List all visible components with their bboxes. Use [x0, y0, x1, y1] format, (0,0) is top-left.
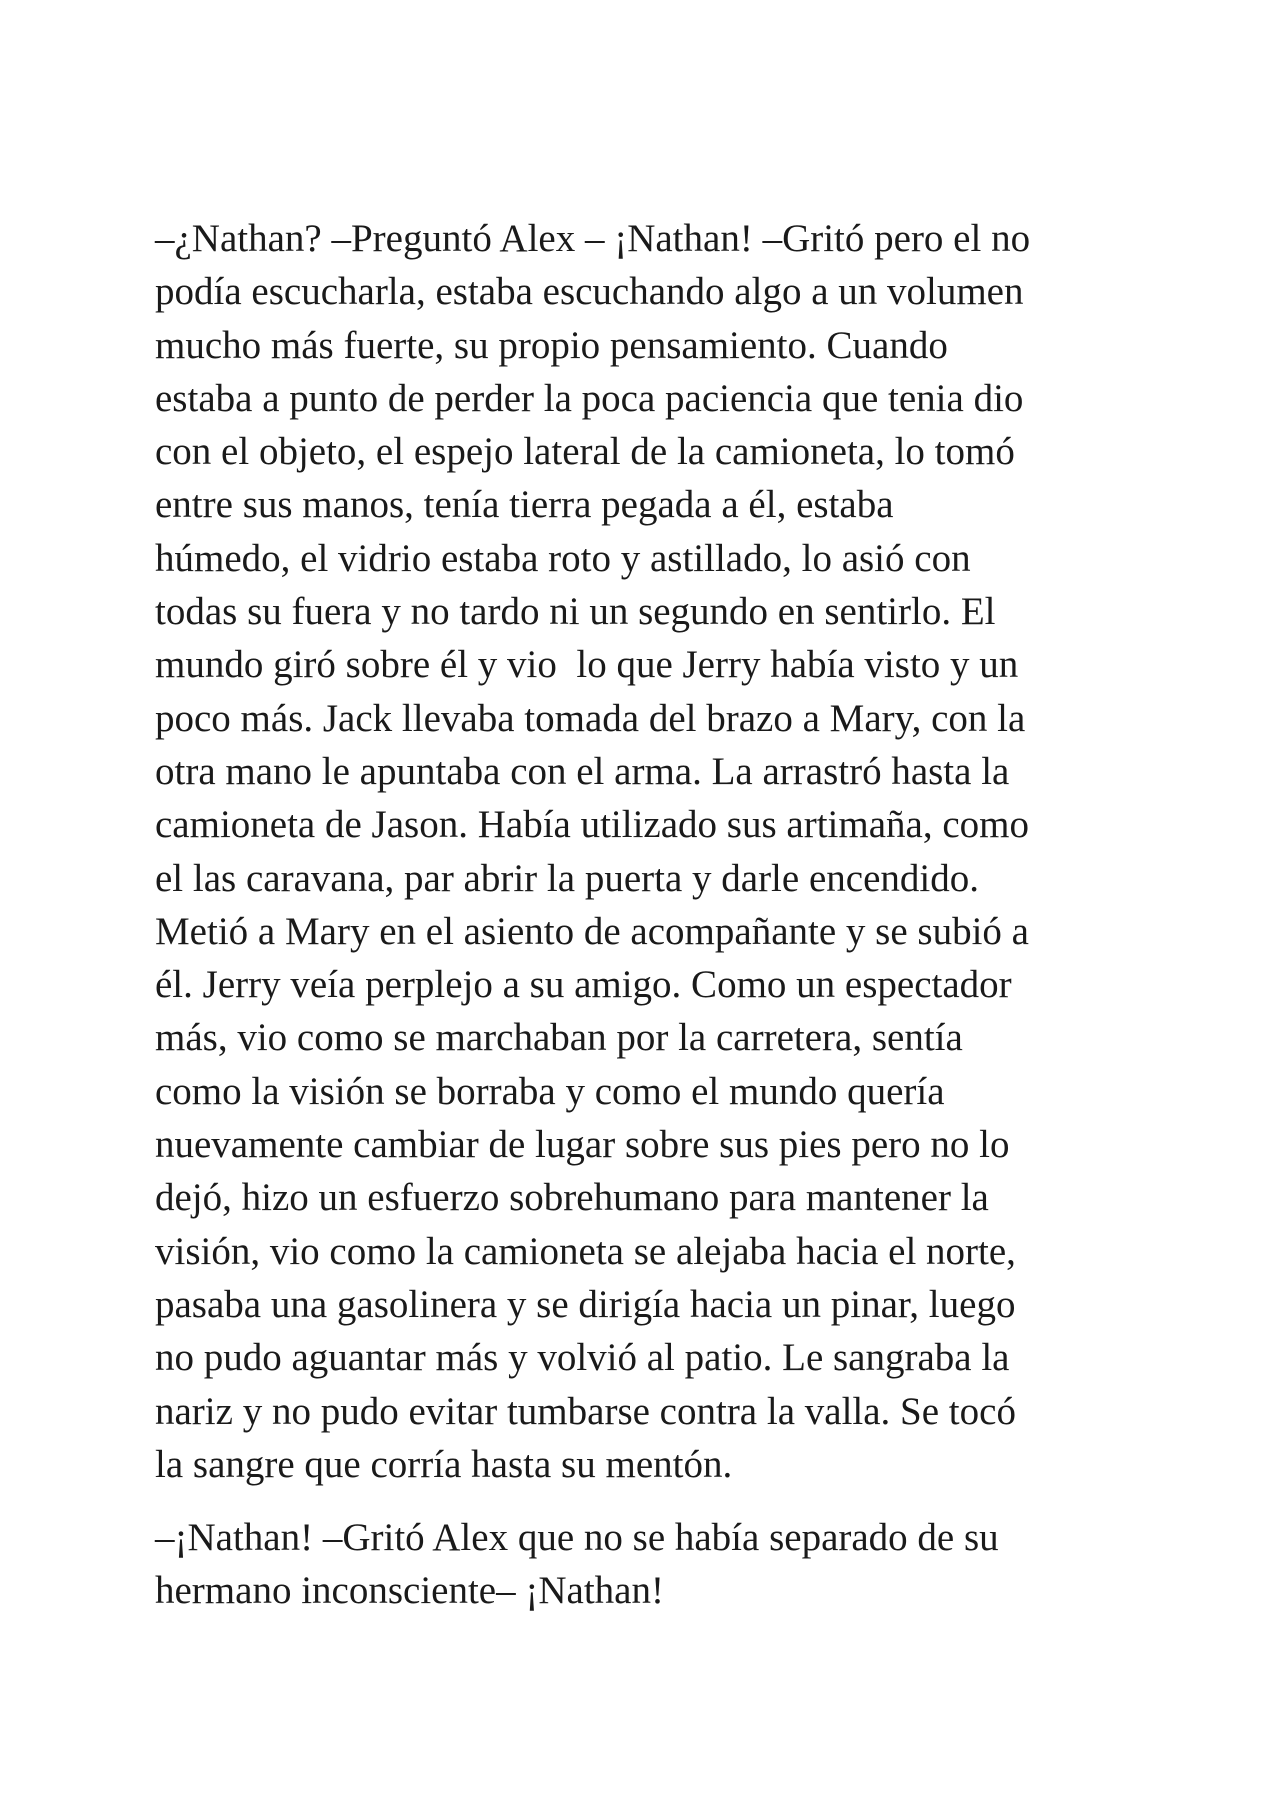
text-line: visión, vio como la camioneta se alejaba hacia el norte,: [155, 1229, 1016, 1273]
text-line: más, vio como se marchaban por la carretera, sentía: [155, 1016, 963, 1060]
paragraph-spacer: [155, 1491, 1130, 1511]
text-line: pasaba una gasolinera y se dirigía hacia un pinar, luego: [155, 1282, 1016, 1326]
text-line: –¡Nathan! –Gritó Alex que no se había separado de su: [155, 1516, 999, 1560]
text-line: otra mano le apuntaba con el arma. La arrastró hasta la: [155, 749, 1010, 793]
text-line: con el objeto, el espejo lateral de la camioneta, lo tomó: [155, 430, 1015, 474]
text-line: camioneta de Jason. Había utilizado sus artimaña, como: [155, 803, 1029, 847]
text-line: nuevamente cambiar de lugar sobre sus pies pero no lo: [155, 1123, 1010, 1167]
text-line: hermano inconsciente– ¡Nathan!: [155, 1569, 664, 1613]
text-line: nariz y no pudo evitar tumbarse contra la valla. Se tocó: [155, 1389, 1016, 1433]
text-line: el las caravana, par abrir la puerta y darle encendido.: [155, 856, 979, 900]
paragraph-1: [155, 212, 1130, 1491]
text-line: entre sus manos, tenía tierra pegada a él, estaba: [155, 483, 894, 527]
paragraph-2: [155, 1511, 1130, 1618]
text-line: podía escucharla, estaba escuchando algo a un volumen: [155, 270, 1024, 314]
text-line: no pudo aguantar más y volvió al patio. Le sangraba la: [155, 1336, 1010, 1380]
text-line: húmedo, el vidrio estaba roto y astillado, lo asió con: [155, 536, 971, 580]
text-line: como la visión se borraba y como el mundo quería: [155, 1069, 945, 1113]
text-line: mundo giró sobre él y vio lo que Jerry había visto y un: [155, 643, 1019, 687]
text-line: todas su fuera y no tardo ni un segundo en sentirlo. El: [155, 590, 996, 634]
text-line: Metió a Mary en el asiento de acompañante y se subió a: [155, 909, 1029, 953]
text-line: él. Jerry veía perplejo a su amigo. Como un espectador: [155, 963, 1012, 1007]
document-page: [155, 212, 1130, 1618]
text-line: dejó, hizo un esfuerzo sobrehumano para mantener la: [155, 1176, 989, 1220]
text-line: estaba a punto de perder la poca paciencia que tenia dio: [155, 376, 1024, 420]
text-line: mucho más fuerte, su propio pensamiento. Cuando: [155, 323, 948, 367]
text-line: –¿Nathan? –Preguntó Alex – ¡Nathan! –Gritó pero el no: [155, 217, 1031, 260]
text-line: poco más. Jack llevaba tomada del brazo a Mary, con la: [155, 696, 1026, 740]
text-line: la sangre que corría hasta su mentón.: [155, 1442, 733, 1486]
